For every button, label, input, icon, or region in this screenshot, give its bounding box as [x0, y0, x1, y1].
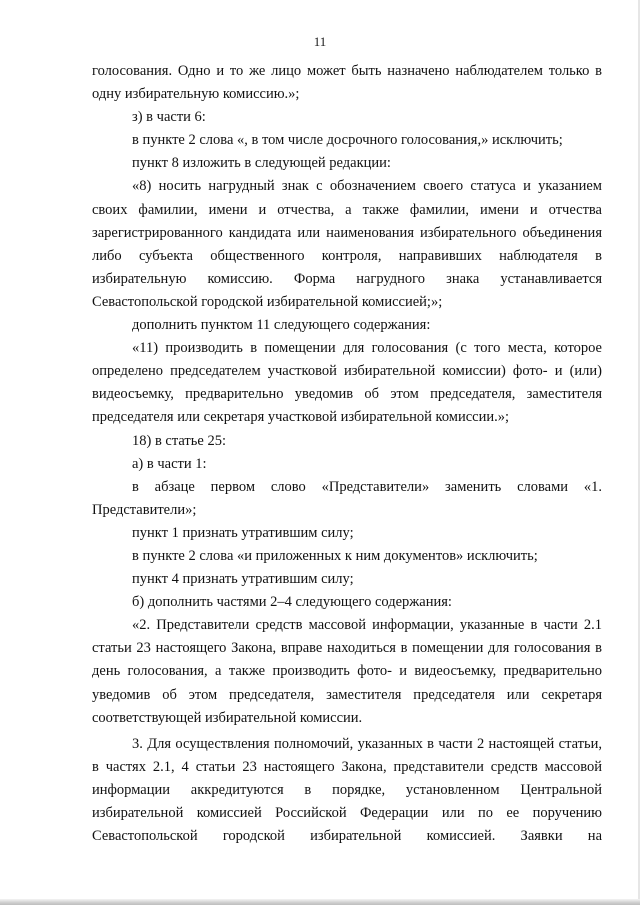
paragraph: в абзаце первом слово «Представители» заменить словами «1. Представители»; — [92, 478, 602, 518]
paragraph: «8) носить нагрудный знак с обозначением своего статуса и указанием своих фамилии, имени и отчества, а также фамилии, имени и отчества зарегистрированного кандидата или наименования избирательного объединения либо субъекта общественного контроля, направивших наблюдателя в избирательную комиссию. Форма нагрудного знака устанавливается Севастопольской городской избирательной комиссией;»; — [92, 178, 602, 310]
paragraph: пункт 1 признать утратившим силу; — [132, 524, 354, 541]
paragraph: з) в части 6: — [132, 109, 206, 126]
paragraph: голосования. Одно и то же лицо может быть назначено наблюдателем только в одну избирательную комиссию.»; — [92, 63, 602, 103]
paragraph: а) в части 1: — [132, 455, 207, 472]
scan-edge-bottom — [0, 899, 640, 905]
paragraph: пункт 8 изложить в следующей редакции: — [132, 155, 391, 172]
page-number: 11 — [313, 34, 327, 49]
paragraph: дополнить пунктом 11 следующего содержания: — [132, 317, 431, 334]
paragraph: в пункте 2 слова «, в том числе досрочного голосования,» исключить; — [132, 132, 563, 149]
paragraph: «11) производить в помещении для голосования (с того места, которое определено председателем участковой избирательной комиссии) фото- и (или) видеосъемку, предварительно уведомив об этом председателя, заместителя председателя или секретаря участковой избирательной комиссии.»; — [92, 340, 602, 426]
paragraph: пункт 4 признать утратившим силу; — [132, 571, 354, 588]
paragraph: б) дополнить частями 2–4 следующего содержания: — [132, 594, 452, 611]
paragraph: 3. Для осуществления полномочий, указанных в части 2 настоящей статьи, в частях 2.1, 4 статьи 23 настоящего Закона, представители средств массовой информации аккредитуются в порядке, установленном Центральной избирательной комиссией Российской Федерации или по ее поручению Севастопольской городской избирательной комиссией. Заявки на — [92, 735, 602, 845]
paragraph: в пункте 2 слова «и приложенных к ним документов» исключить; — [132, 547, 538, 564]
paragraph: 18) в статье 25: — [132, 432, 226, 449]
paragraph: «2. Представители средств массовой информации, указанные в части 2.1 статьи 23 настоящего Закона, вправе находиться в помещении для голосования в день голосования, а также производить фото- и видеосъемку, предварительно уведомив об этом председателя, заместителя председателя или секретаря соответствующей избирательной комиссии. — [92, 617, 602, 726]
document-body — [92, 60, 602, 848]
